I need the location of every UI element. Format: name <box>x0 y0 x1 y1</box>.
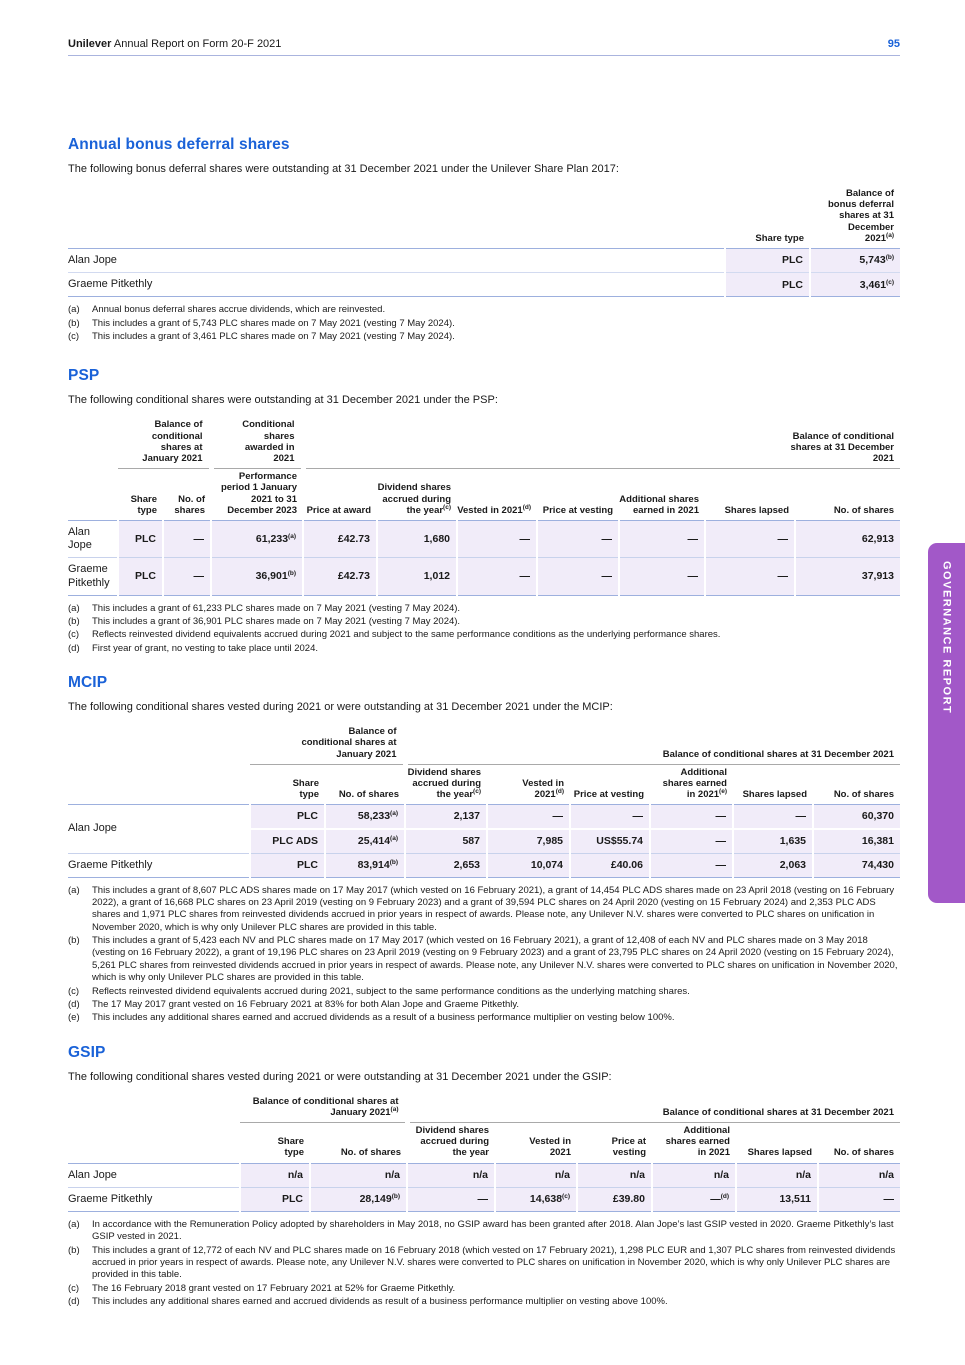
section-annual-bonus-deferral-shares <box>68 136 900 343</box>
footnote-item: (b) This includes a grant of 5,743 PLC shares made on 7 May 2021 (vesting 7 May 2024). <box>68 317 455 329</box>
footnote-item: (c) Reflects reinvested dividend equivalents accrued during 2021, subject to the same performance conditions as the underlying matching shares. <box>68 985 690 997</box>
running-title <box>68 38 281 50</box>
footnote-item: (b) This includes a grant of 5,423 each NV and PLC shares made on 17 May 2017 (which vested on 16 February 2021), a grant of 12,408 of each NV and PLC shares made on 3 May 2018 (vesting on 16 February 2022), a grant of 19,196 PLC shares on 23 April 2019 (vesting on 9 February 2023) and a grant of 23,795 PLC shares on 24 April 2020 (vesting on 15 February 2024), 5,261 PLC shares from reinvested dividends accrued in prior years in respect of awards. Please note, any Unilever N.V. shares were converted to PLC shares on unification in November 2020, which is why only Unilever PLC shares are provided in this table. <box>68 935 898 984</box>
footnote-item: (a) In accordance with the Remuneration Policy adopted by shareholders in May 2018, no GSIP award has been granted after 2018. Alan Jope’s last GSIP vested in 2020. Graeme Pitkethly’s last GSIP vested in 2021. <box>68 1218 894 1243</box>
group-balance-december: Balance of conditional shares at 31 December 2021 <box>405 724 900 764</box>
section-gsip <box>68 1044 900 1309</box>
group-balance-january: Balance of conditional shares at January 2021 <box>118 417 211 468</box>
footnote-item: (a) This includes a grant of 61,233 PLC shares made on 7 May 2021 (vesting 7 May 2024). <box>68 602 461 614</box>
footnote-item: (d) This includes any additional shares earned and accrued dividends as result of a business performance multiplier on vesting above 100%. <box>68 1296 668 1307</box>
group-awarded-2021: Conditional shares awarded in 2021 <box>211 417 303 468</box>
group-balance-december: Balance of conditional shares at 31 December 2021 <box>303 417 900 468</box>
table-row: Alan Jope PLC 5,743$^{(b)}$ <box>68 249 900 273</box>
footnote-item: (d) The 17 May 2017 grant vested on 16 February 2021 at 83% for both Alan Jope and Graeme Pitkethly. <box>68 998 520 1010</box>
table-row: PLC ADS 25,414$^{(a)}$ 587 7,985 US$55.74 — 1,635 16,381 <box>68 829 900 853</box>
table-row: Graeme Pitkethly PLC 83,914$^{(b)}$ 2,653 10,074 £40.06 — 2,063 74,430 <box>68 853 900 877</box>
section-title: MCIP <box>68 674 108 692</box>
section-title: GSIP <box>68 1043 106 1061</box>
footnote-item: (c) This includes a grant of 3,461 PLC shares made on 7 May 2021 (vesting 7 May 2024). <box>68 331 455 343</box>
bonus-table <box>68 186 900 297</box>
footnote-list <box>68 885 900 1025</box>
footnote-list <box>68 1219 900 1308</box>
section-mcip <box>68 674 900 1024</box>
section-intro: The following conditional shares vested during 2021 or were outstanding at 31 December 2021 under the GSIP: <box>68 1070 612 1083</box>
footnote-item: (b) This includes a grant of 36,901 PLC shares made on 7 May 2021 (vesting 7 May 2024). <box>68 616 461 628</box>
footnote-item: (c) Reflects reinvested dividend equivalents accrued during 2021 and subject to the same performance conditions as the underlying performance shares. <box>68 629 721 641</box>
group-balance-december: Balance of conditional shares at 31 December 2021 <box>407 1094 900 1123</box>
col-share-type: Share type <box>725 186 810 249</box>
table-row: Alan Jope PLC — 61,233$^{(a)}$ £42.73 1,680 — — — — 62,913 <box>68 521 900 558</box>
section-intro: The following conditional shares vested during 2021 or were outstanding at 31 December 2021 under the MCIP: <box>68 701 613 714</box>
table-row: Graeme Pitkethly PLC 3,461$^{(c)}$ <box>68 273 900 297</box>
table-row: Graeme Pitkethly PLC 28,149$^{(b)}$ — 14,638$^{(c)}$ £39.80 —$^{(d)}$ 13,511 — <box>68 1187 900 1211</box>
table-row: Alan Jope n/a n/a n/a n/a n/a n/a n/a n/a <box>68 1163 900 1187</box>
footnote-item: (e) This includes any additional shares earned and accrued dividends as a result of a business performance multiplier on vesting below 100%. <box>68 1012 675 1024</box>
psp-table: Balance of conditional shares at January 2021 Conditional shares awarded in 2021 Balance of conditional shares at 31 December 2021 Share type No. of shares Performance period 1 January 2021 to 31 December 2023 Price at award Dividend shares accrued during the year$^{(c)}$ Vested in 2021$^{(d)}$ Price at vesting Additional shares earned in 2021 Shares lapsed No. of shares Alan Jope PLC — 61,233$^{(a)}$ £42.73 1,680 — — — — 62,913 Graeme Pitkethly PLC — 36,901$^{(b)}$ £42.73 1,012 — — — — 37,913 <box>68 417 900 595</box>
governance-report-tab-label: GOVERNANCE REPORT <box>940 561 953 715</box>
group-balance-january: Balance of conditional shares at January 2021 <box>250 724 405 764</box>
section-title: Annual bonus deferral shares <box>68 136 290 153</box>
mcip-table: Balance of conditional shares at January 2021 Balance of conditional shares at 31 December 2021 Share type No. of shares Dividend shares accrued during the year$^{(c)}$ Vested in 2021$^{(d)}$ Price at vesting Additional shares earned in 2021$^{(e)}$ Shares lapsed No. of shares Alan Jope PLC 58,233$^{(a)}$ 2,137 — — — — 60,370 PLC ADS 25,414$^{(a)}$ 587 7,985 US$55.74 — 1,635 16,381 Graeme Pitkethly PLC 83,914$^{(b)}$ 2,653 10,074 £40.06 — 2,063 74,430 <box>68 724 900 878</box>
footnote-list <box>68 304 900 343</box>
page-header <box>68 38 900 56</box>
table-row: Alan Jope PLC 58,233$^{(a)}$ 2,137 — — — — 60,370 <box>68 805 900 829</box>
governance-report-tab <box>928 543 965 903</box>
footnote-item: (a) Annual bonus deferral shares accrue dividends, which are reinvested. <box>68 304 386 316</box>
group-balance-january: Balance of conditional shares at January 2021$^{(a)}$ <box>240 1094 407 1123</box>
col-balance: Balance of bonus deferral shares at 31 December 2021$^{(a)}$ <box>810 186 900 249</box>
gsip-table: Balance of conditional shares at January 2021$^{(a)}$ Balance of conditional shares at 31 December 2021 Share type No. of shares Dividend shares accrued during the year Vested in 2021 Price at vesting Additional shares earned in 2021 Shares lapsed No. of shares Alan Jope n/a n/a n/a n/a n/a n/a n/a n/a Graeme Pitkethly PLC 28,149$^{(b)}$ — 14,638$^{(c)}$ £39.80 —$^{(d)}$ 13,511 — <box>68 1094 900 1212</box>
page-number: 95 <box>887 38 900 50</box>
footnote-item: (d) First year of grant, no vesting to take place until 2024. <box>68 642 319 654</box>
table-row: Graeme Pitkethly PLC — 36,901$^{(b)}$ £42.73 1,012 — — — — 37,913 <box>68 558 900 595</box>
footnote-item: (c) The 16 February 2018 grant vested on 17 February 2021 at 52% for Graeme Pitkethly. <box>68 1282 456 1294</box>
section-psp <box>68 367 900 655</box>
section-title: PSP <box>68 367 100 385</box>
footnote-item: (b) This includes a grant of 12,772 of each NV and PLC shares made on 16 February 2018 (which vested on 17 February 2021), 1,298 PLC EUR and 1,307 PLC shares from reinvested dividends accrued in prior years in respect of awards. Please note, any Unilever N.V. shares were converted to PLC shares on unification in November 2020, which is why only Unilever PLC shares are provided in this table. <box>68 1244 896 1281</box>
report-title: Annual Report on Form 20-F 2021 <box>113 38 282 50</box>
brand-name: Unilever <box>68 38 112 50</box>
footnote-item: (a) This includes a grant of 8,607 PLC ADS shares made on 17 May 2017 (which vested on 16 February 2021), a grant of 14,454 PLC ADS shares made on 23 April 2018 (vesting on 16 February 2022), a grant of 16,668 PLC shares on 23 April 2019 (vesting on 9 February 2023) and a grant of 39,594 PLC shares on 24 April 2020 (vesting on 15 February 2024) and 2,353 PLC ADS shares and 1,971 PLC shares from reinvested dividends accrued in prior years in respect of awards. Please note, any Unilever N.V. shares were converted to PLC shares on unification in November 2020, which is why only Unilever PLC shares are provided in this table. <box>68 884 895 933</box>
footnote-list <box>68 603 900 655</box>
section-intro: The following conditional shares were outstanding at 31 December 2021 under the PSP: <box>68 394 498 407</box>
section-intro: The following bonus deferral shares were outstanding at 31 December 2021 under the Unilever Share Plan 2017: <box>68 163 619 175</box>
